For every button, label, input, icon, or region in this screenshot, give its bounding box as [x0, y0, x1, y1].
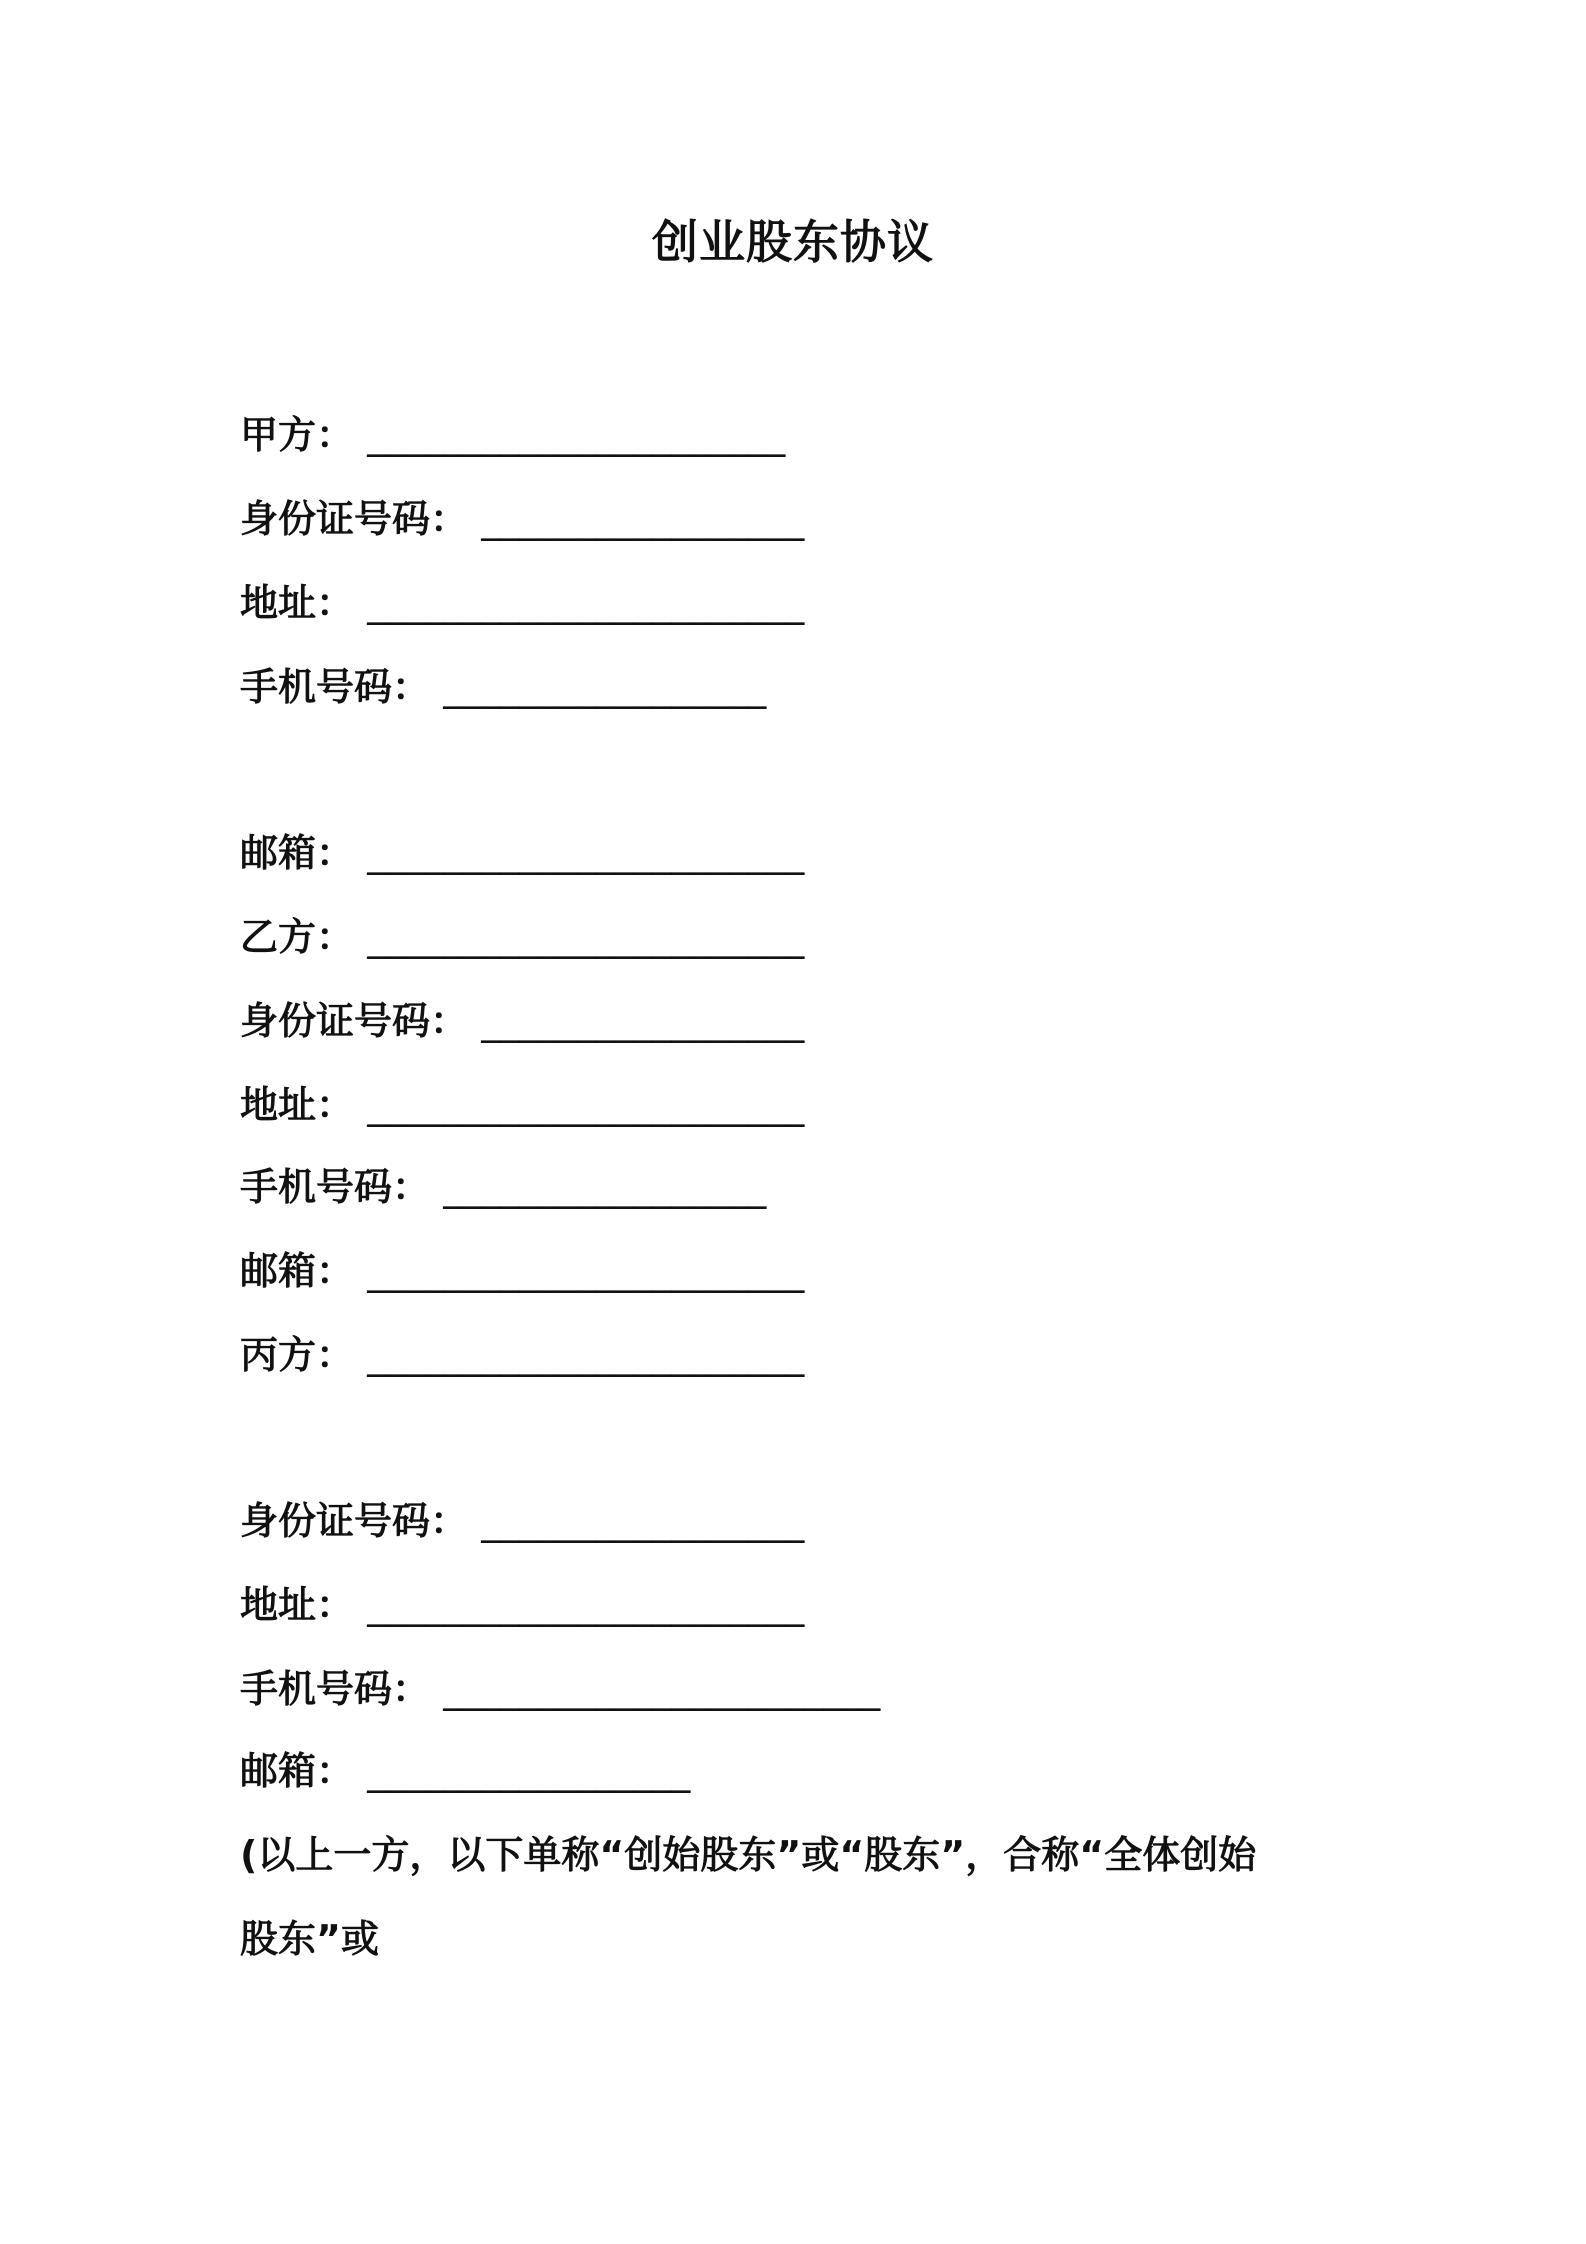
fill-in-blank[interactable]: _________________ — [367, 1749, 691, 1793]
field-label: 甲方： — [240, 413, 355, 457]
field-label: 地址： — [240, 581, 355, 625]
field-label: 邮箱： — [240, 1249, 355, 1293]
party-b-phone-field — [240, 1162, 766, 1212]
party-definition-paragraph-line-2: 股东”或 — [240, 1917, 379, 1961]
field-label: 地址： — [240, 1583, 355, 1627]
party-a-address-field — [240, 578, 804, 628]
field-label: 身份证号码： — [240, 497, 469, 541]
party-a-phone-field — [240, 662, 766, 712]
party-b-name-field — [240, 912, 804, 962]
field-label: 手机号码： — [240, 665, 431, 709]
party-a-id-number-field — [240, 494, 804, 544]
party-a-email-field — [240, 828, 804, 878]
fill-in-blank[interactable]: _________________ — [443, 1165, 767, 1209]
party-c-id-number-field — [240, 1496, 804, 1546]
fill-in-blank[interactable]: _________________ — [481, 999, 805, 1043]
party-c-email-field — [240, 1746, 690, 1796]
fill-in-blank[interactable]: _______________________ — [443, 1667, 881, 1711]
fill-in-blank[interactable]: ______________________ — [367, 413, 786, 457]
fill-in-blank[interactable]: _______________________ — [367, 1333, 805, 1377]
field-label: 地址： — [240, 1083, 355, 1127]
party-b-address-field — [240, 1080, 804, 1130]
fill-in-blank[interactable]: _______________________ — [367, 1583, 805, 1627]
party-b-id-number-field — [240, 996, 804, 1046]
party-c-phone-field — [240, 1664, 880, 1714]
party-a-name-field — [240, 410, 785, 460]
fill-in-blank[interactable]: _______________________ — [367, 1083, 805, 1127]
field-label: 身份证号码： — [240, 1499, 469, 1543]
party-definition-paragraph-line-1: (以上一方，以下单称“创始股东”或“股东”，合称“全体创始 — [240, 1833, 1257, 1877]
party-c-address-field — [240, 1580, 804, 1630]
fill-in-blank[interactable]: _______________________ — [367, 831, 805, 875]
field-label: 身份证号码： — [240, 999, 469, 1043]
party-c-name-field — [240, 1330, 804, 1380]
fill-in-blank[interactable]: _________________ — [443, 665, 767, 709]
fill-in-blank[interactable]: _______________________ — [367, 581, 805, 625]
field-label: 丙方： — [240, 1333, 355, 1377]
field-label: 手机号码： — [240, 1165, 431, 1209]
field-label: 手机号码： — [240, 1667, 431, 1711]
fill-in-blank[interactable]: _________________ — [481, 1499, 805, 1543]
field-label: 乙方： — [240, 915, 355, 959]
fill-in-blank[interactable]: _________________ — [481, 497, 805, 541]
fill-in-blank[interactable]: _______________________ — [367, 1249, 805, 1293]
field-label: 邮箱： — [240, 831, 355, 875]
field-label: 邮箱： — [240, 1749, 355, 1793]
party-b-email-field — [240, 1246, 804, 1296]
fill-in-blank[interactable]: _______________________ — [367, 915, 805, 959]
document-title: 创业股东协议 — [652, 215, 934, 269]
